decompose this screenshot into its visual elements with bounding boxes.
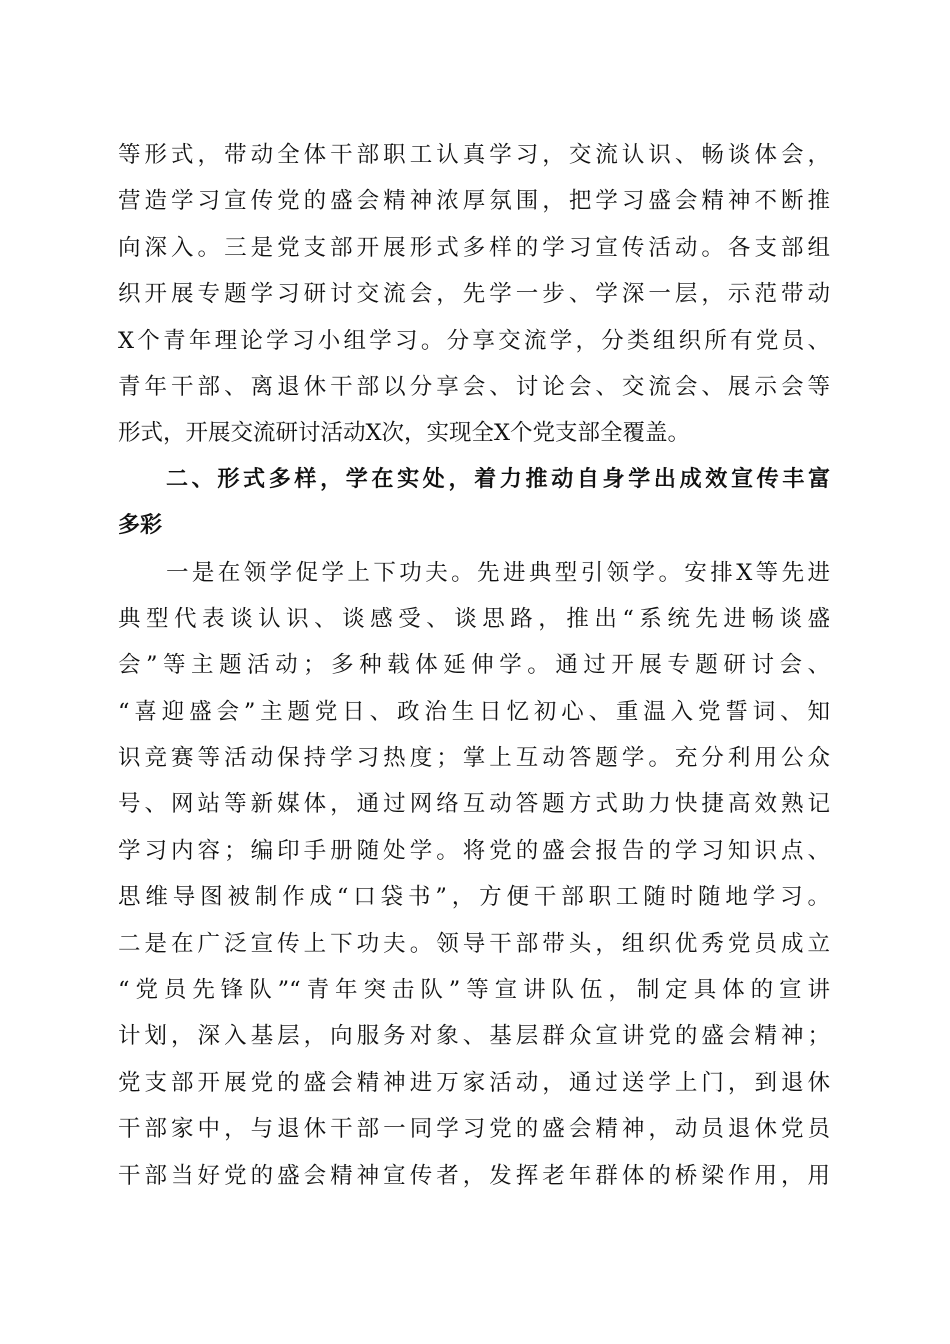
text-line: X个青年理论学习小组学习。分享交流学，分类组织所有党员、 — [118, 327, 830, 354]
text-line: 会”等主题活动；多种载体延伸学。通过开展专题研讨会、 — [118, 652, 830, 679]
document-page — [118, 132, 830, 1199]
text-line: 干部家中，与退休干部一同学习党的盛会精神，动员退休党员 — [118, 1116, 830, 1143]
text-line: 二是在广泛宣传上下功夫。领导干部带头，组织优秀党员成立 — [118, 930, 830, 957]
text-line: 号、网站等新媒体，通过网络互动答题方式助力快捷高效熟记 — [118, 791, 830, 818]
text-line: 等形式，带动全体干部职工认真学习，交流认识、畅谈体会， — [118, 142, 830, 168]
text-line: “党员先锋队”“青年突击队”等宣讲队伍，制定具体的宣讲 — [118, 977, 830, 1004]
text-line: 典型代表谈认识、谈感受、谈思路，推出“系统先进畅谈盛 — [118, 605, 830, 632]
text-line: 青年干部、离退休干部以分享会、讨论会、交流会、展示会等 — [118, 373, 830, 400]
text-line: 学习内容；编印手册随处学。将党的盛会报告的学习知识点、 — [118, 837, 830, 864]
text-line: 营造学习宣传党的盛会精神浓厚氛围，把学习盛会精神不断推 — [118, 188, 830, 215]
text-line: 识竞赛等活动保持学习热度；掌上互动答题学。充分利用公众 — [118, 745, 830, 772]
text-line: 织开展专题学习研讨交流会，先学一步、学深一层，示范带动 — [118, 281, 830, 308]
heading-line: 多彩 — [118, 513, 163, 539]
paragraph-1 — [118, 132, 830, 457]
text-line: 党支部开展党的盛会精神进万家活动，通过送学上门，到退休 — [118, 1069, 830, 1096]
text-line: 干部当好党的盛会精神宣传者，发挥老年群体的桥梁作用，用 — [118, 1162, 830, 1189]
text-line: 一是在领学促学上下功夫。先进典型引领学。安排X等先进 — [166, 559, 830, 586]
text-line: “喜迎盛会”主题党日、政治生日忆初心、重温入党誓词、知 — [118, 698, 830, 725]
heading-line: 二、形式多样，学在实处，着力推动自身学出成效宣传丰富 — [166, 466, 830, 492]
text-line: 形式，开展交流研讨活动X次，实现全X个党支部全覆盖。 — [118, 420, 691, 447]
text-line: 向深入。三是党支部开展形式多样的学习宣传活动。各支部组 — [118, 234, 830, 261]
section-heading — [118, 457, 830, 550]
paragraph-2 — [118, 550, 830, 1199]
text-line: 计划，深入基层，向服务对象、基层群众宣讲党的盛会精神； — [118, 1023, 830, 1050]
text-line: 思维导图被制作成“口袋书”，方便干部职工随时随地学习。 — [118, 884, 830, 911]
